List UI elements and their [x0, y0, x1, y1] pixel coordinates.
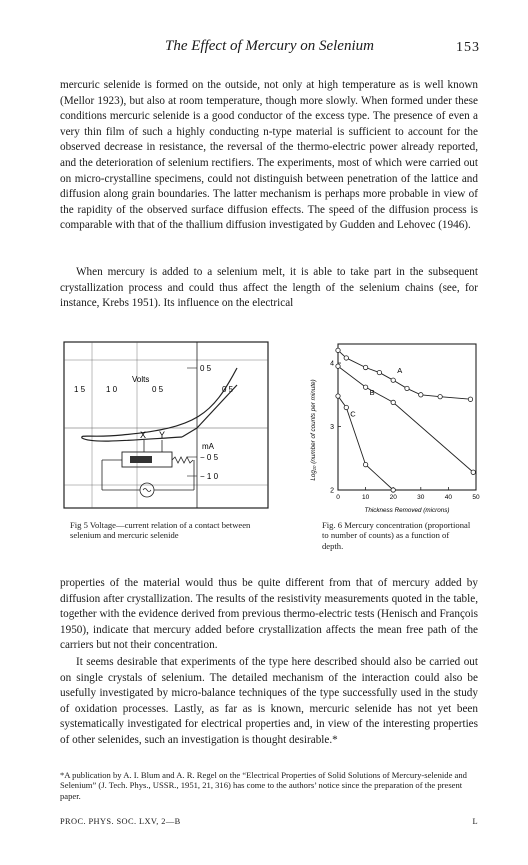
- fig6-point-A: [363, 365, 367, 369]
- figure-5-plot: [62, 340, 270, 512]
- fig5-x-tick-3: 0 5: [152, 385, 164, 394]
- sheet-signature: L: [472, 817, 478, 826]
- fig5-ma-label: mA: [202, 442, 214, 451]
- running-title: The Effect of Mercury on Selenium: [165, 38, 374, 54]
- fig5-x-marker: X: [140, 430, 147, 440]
- fig6-point-B: [363, 385, 367, 389]
- fig6-curve-label-A: A: [397, 366, 403, 376]
- fig6-point-C: [391, 488, 395, 492]
- fig6-point-C: [336, 394, 340, 398]
- fig6-point-B: [336, 364, 340, 368]
- fig6-point-C: [363, 462, 367, 466]
- paragraph-4: It seems desirable that experiments of the type here described should also be carried out on single crystals of selenium. The detailed mechanism of the interaction could also be usefully investigated by micro-balance techniques of the type successfully used in the study of oxidation processes. Lastly, as far as is known, mercuric selenide has not yet been systematically investigated for electrical properties and, in view of the interesting properties of other selenides, such an investigation is thought desirable.*: [60, 656, 478, 746]
- fig5-y-tick-3: − 1 0: [200, 472, 219, 481]
- fig6-x-axis-label: Thickness Removed (microns): [364, 507, 450, 514]
- fig5-y-marker: Y: [159, 430, 166, 440]
- fig6-x-tick-label: 10: [361, 494, 370, 501]
- paragraph-3: properties of the material would thus be quite different from that of mercury added by diffusion after crystallization. The results of the resistivity measurements quoted in the table, together with the evidence derived from previous thermo-electric tests (Henisch and François 1950), indicate that mercury added before crystallization affects the mean free path of the carriers but not their concentration.: [60, 577, 478, 652]
- fig5-x-tick-2: 1 0: [106, 385, 118, 394]
- fig6-point-A: [336, 348, 340, 352]
- figure-6-chart: [300, 340, 485, 515]
- fig6-curve-label-B: B: [369, 388, 375, 398]
- journal-signature: PROC. PHYS. SOC. LXV, 2—B: [60, 817, 181, 826]
- figure-5-caption: Fig 5 Voltage—current relation of a contact between selenium and mercuric selenide: [70, 520, 251, 541]
- fig6-x-tick-label: 40: [444, 494, 453, 501]
- fig6-series-line-C: [338, 396, 393, 490]
- fig6-point-A: [377, 370, 381, 374]
- fig6-y-tick-label: 4: [330, 360, 334, 368]
- fig5-y-tick-1: 0 5: [200, 364, 212, 373]
- footnote: *A publication by A. I. Blum and A. R. Regel on the “Electrical Properties of Solid Solutions of Mercury-selenide and Selenium” (J. Tech. Phys., USSR., 1951, 21, 316) has come to the authors’ notice since the preparation of the present paper.: [60, 770, 467, 801]
- fig6-y-tick-label: 3: [330, 424, 334, 432]
- fig6-point-A: [438, 394, 442, 398]
- running-header: [60, 38, 480, 58]
- fig6-x-tick-label: 20: [389, 494, 397, 501]
- fig6-y-tick-label: 2: [330, 487, 334, 495]
- fig6-point-A: [468, 397, 472, 401]
- fig5-circuit-specimen: [102, 452, 194, 497]
- fig6-x-tick-label: 30: [417, 494, 425, 501]
- fig6-axes-frame: [338, 344, 476, 490]
- fig5-x-tick-4: 0 5: [222, 385, 234, 394]
- page-number: 153: [456, 40, 480, 55]
- fig6-point-B: [471, 470, 475, 474]
- fig6-point-A: [344, 356, 348, 360]
- fig6-point-C: [344, 405, 348, 409]
- page-footer: [60, 817, 478, 826]
- fig5-volts-label: Volts: [132, 375, 150, 384]
- fig6-series-line-B: [338, 366, 473, 472]
- fig6-point-A: [405, 386, 409, 390]
- fig6-point-A: [419, 393, 423, 397]
- fig6-y-axis-label: Log₁₀ (number of counts per minute): [310, 379, 317, 481]
- paragraph-1: mercuric selenide is formed on the outside, not only at high temperature as is well known (Mellor 1923), but also at room temperature, though more slowly. When formed under these conditions mercuric selenide is a good conductor of the excess type. The presence of even a very thin film of such a highly conducting n-type material is sufficient to account for the observed decrease in resistance, the reversal of the thermo-electric power already reported, and the deterioration of selenium rectifiers. The experiments, most of which were carried out on micro-crystalline specimens, could not distinguish between penetration of the lattice and diffusion along grain boundaries. The latter mechanism is perhaps more probable in view of the rapidity of the observed surface diffusion effects. The speed of the diffusion process is comparable with that of the thallium diffusion investigated by Gudden and Lehovec (1946).: [60, 79, 478, 232]
- fig5-y-tick-2: − 0 5: [200, 453, 219, 462]
- fig6-x-tick-label: 0: [336, 494, 340, 501]
- fig6-point-B: [391, 400, 395, 404]
- fig6-point-A: [391, 378, 395, 382]
- fig6-x-tick-label: 50: [472, 494, 480, 501]
- figure-6-caption: Fig. 6 Mercury concentration (proportional to number of counts) as a function of depth.: [322, 520, 471, 551]
- fig6-series-line-A: [338, 350, 470, 399]
- fig6-curve-label-C: C: [350, 409, 356, 419]
- fig5-x-tick-1: 1 5: [74, 385, 86, 394]
- paragraph-2: When mercury is added to a selenium melt, it is able to take part in the subsequent crystallization process and could thus affect the length of the selenium chains (see, for instance, Krebs 1951). Its influence on the electrical: [60, 266, 478, 310]
